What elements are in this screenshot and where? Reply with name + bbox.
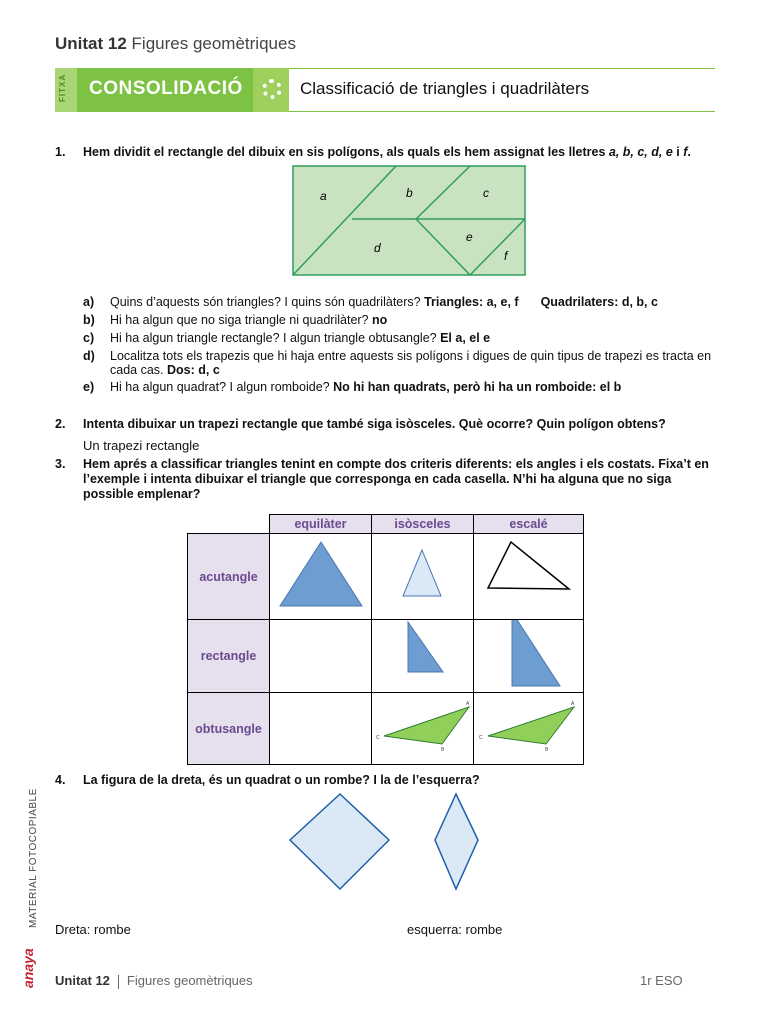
q1e-question: Hi ha algun quadrat? I algun romboide? xyxy=(110,380,334,394)
vertex-label-a: A xyxy=(466,701,470,707)
q1a-letter: a) xyxy=(83,295,95,309)
footer-unit-label: Unitat 12 xyxy=(55,973,110,988)
footer-separator xyxy=(118,975,119,989)
gear-block xyxy=(253,68,289,112)
cell-obtusangle-isosceles[interactable] xyxy=(372,693,474,765)
q1e-text xyxy=(110,380,720,394)
vertex-label-c: C xyxy=(479,735,483,741)
cell-rectangle-escale[interactable] xyxy=(474,620,584,693)
isosceles-acute-triangle xyxy=(372,534,473,614)
row-header-acutangle: acutangle xyxy=(188,534,270,620)
isosceles-right-triangle xyxy=(372,620,473,687)
vertex-label-b: B xyxy=(441,747,445,753)
q2-text: Intenta dibuixar un trapezi rectangle que també siga isòsceles. Què ocorre? Quin polígon obtens? xyxy=(83,417,666,431)
scalene-right-triangle xyxy=(474,620,583,687)
q1c-answer: El a, el e xyxy=(440,331,491,345)
cell-obtusangle-escale[interactable] xyxy=(474,693,584,765)
q1d-letter: d) xyxy=(83,349,95,363)
q1-text-letters: a, b, c, d, e xyxy=(608,145,673,159)
footer-unit-title: Figures geomètriques xyxy=(126,973,253,988)
q1-text-end: . xyxy=(687,145,691,159)
obtuse-triangle-isosceles xyxy=(372,693,473,759)
vertex-label-c: C xyxy=(376,735,380,741)
q1d-text xyxy=(110,349,720,377)
triangle-classification-table xyxy=(187,514,584,765)
q1b-letter: b) xyxy=(83,313,95,327)
q4-answer-left: esquerra: rombe xyxy=(407,922,503,937)
scalene-acute-triangle xyxy=(474,534,583,614)
q1c-letter: c) xyxy=(83,331,95,345)
unit-header xyxy=(55,34,296,54)
cell-rectangle-equilater[interactable] xyxy=(270,620,372,693)
q2-number: 2. xyxy=(55,417,66,431)
figure-label-e: e xyxy=(466,230,473,244)
unit-label: Unitat 12 xyxy=(55,34,127,53)
footer-level: 1r ESO xyxy=(640,973,683,988)
q1c-text xyxy=(110,331,720,345)
q1d-question: Localitza tots els trapezis que hi haja entre aquests sis polígons i digues de quin tipus de trapezi es tracta en cada cas. xyxy=(110,349,712,377)
figure-label-d: d xyxy=(374,241,381,255)
q4-text: La figura de la dreta, és un quadrat o un rombe? I la de l’esquerra? xyxy=(83,773,480,787)
equilateral-acute-triangle xyxy=(270,534,371,614)
q1e-letter: e) xyxy=(83,380,95,394)
cell-acutangle-isosceles[interactable] xyxy=(372,534,474,620)
unit-title: Figures geomètriques xyxy=(131,34,296,53)
table-corner xyxy=(188,515,270,534)
col-header-isosceles: isòsceles xyxy=(372,515,474,534)
row-header-obtusangle: obtusangle xyxy=(188,693,270,765)
q1c-question: Hi ha algun triangle rectangle? I algun triangle obtusangle? xyxy=(110,331,441,345)
narrow-rhombus-figure xyxy=(432,792,482,892)
col-header-escale: escalé xyxy=(474,515,584,534)
vertex-label-b: B xyxy=(545,747,549,753)
q1a-text xyxy=(110,295,720,309)
figure-label-b: b xyxy=(406,186,413,200)
banner-title: CONSOLIDACIÓ xyxy=(89,78,243,99)
banner-subtitle: Classificació de triangles i quadrilàters xyxy=(300,79,590,98)
figure-rectangle xyxy=(293,166,525,275)
q1b-text xyxy=(110,313,720,327)
q1a-question: Quins d’aquests són triangles? I quins són quadrilàters? xyxy=(110,295,425,309)
figure-label-f: f xyxy=(504,249,508,263)
footer xyxy=(55,973,253,989)
section-banner xyxy=(55,68,715,112)
q1d-answer: Dos: d, c xyxy=(166,363,220,377)
fitxa-label: FITXA xyxy=(58,73,67,102)
q3-number: 3. xyxy=(55,457,66,471)
q1-text-mid: i xyxy=(672,145,684,159)
q4-number: 4. xyxy=(55,773,66,787)
q1b-answer: no xyxy=(371,313,388,327)
q1a-answer: Triangles: a, e, f xyxy=(424,295,519,309)
q4-answer-right: Dreta: rombe xyxy=(55,922,131,937)
row-header-rectangle: rectangle xyxy=(188,620,270,693)
cell-rectangle-isosceles[interactable] xyxy=(372,620,474,693)
q1e-answer: No hi han quadrats, però hi ha un romboide: el b xyxy=(333,380,622,394)
q1a-answer2: Quadrilaters: d, b, c xyxy=(540,295,658,309)
publisher-logo: anaya xyxy=(20,948,36,988)
vertex-label-a: A xyxy=(571,701,575,707)
q1-figure xyxy=(292,165,527,277)
gear-icon xyxy=(262,79,282,99)
cell-acutangle-escale[interactable] xyxy=(474,534,584,620)
q3-text: Hem aprés a classificar triangles tenint en compte dos criteris diferents: els angles i els costats. Fixa’t en l’exemple i intenta dibuixar el triangle que corresponga en cada casella. N’hi ha alguna que no siga possible emplenar? xyxy=(83,457,709,501)
figure-label-a: a xyxy=(320,189,327,203)
obtuse-triangle-scalene xyxy=(474,693,583,759)
q1-text-last: f xyxy=(683,145,688,159)
q1b-question: Hi ha algun que no siga triangle ni quadrilàter? xyxy=(110,313,372,327)
cell-obtusangle-equilater[interactable] xyxy=(270,693,372,765)
cell-acutangle-equilater[interactable] xyxy=(270,534,372,620)
square-rhombus-figure xyxy=(285,792,395,892)
q1-text-start: Hem dividit el rectangle del dibuix en sis polígons, als quals els hem assignat les lletres xyxy=(83,145,609,159)
figure-label-c: c xyxy=(483,186,489,200)
q1-text xyxy=(83,145,723,160)
material-fotocopiable-label: MATERIAL FOTOCOPIABLE xyxy=(28,788,39,928)
col-header-equilater: equilàter xyxy=(270,515,372,534)
q2-answer: Un trapezi rectangle xyxy=(83,438,200,453)
q1-number: 1. xyxy=(55,145,66,159)
